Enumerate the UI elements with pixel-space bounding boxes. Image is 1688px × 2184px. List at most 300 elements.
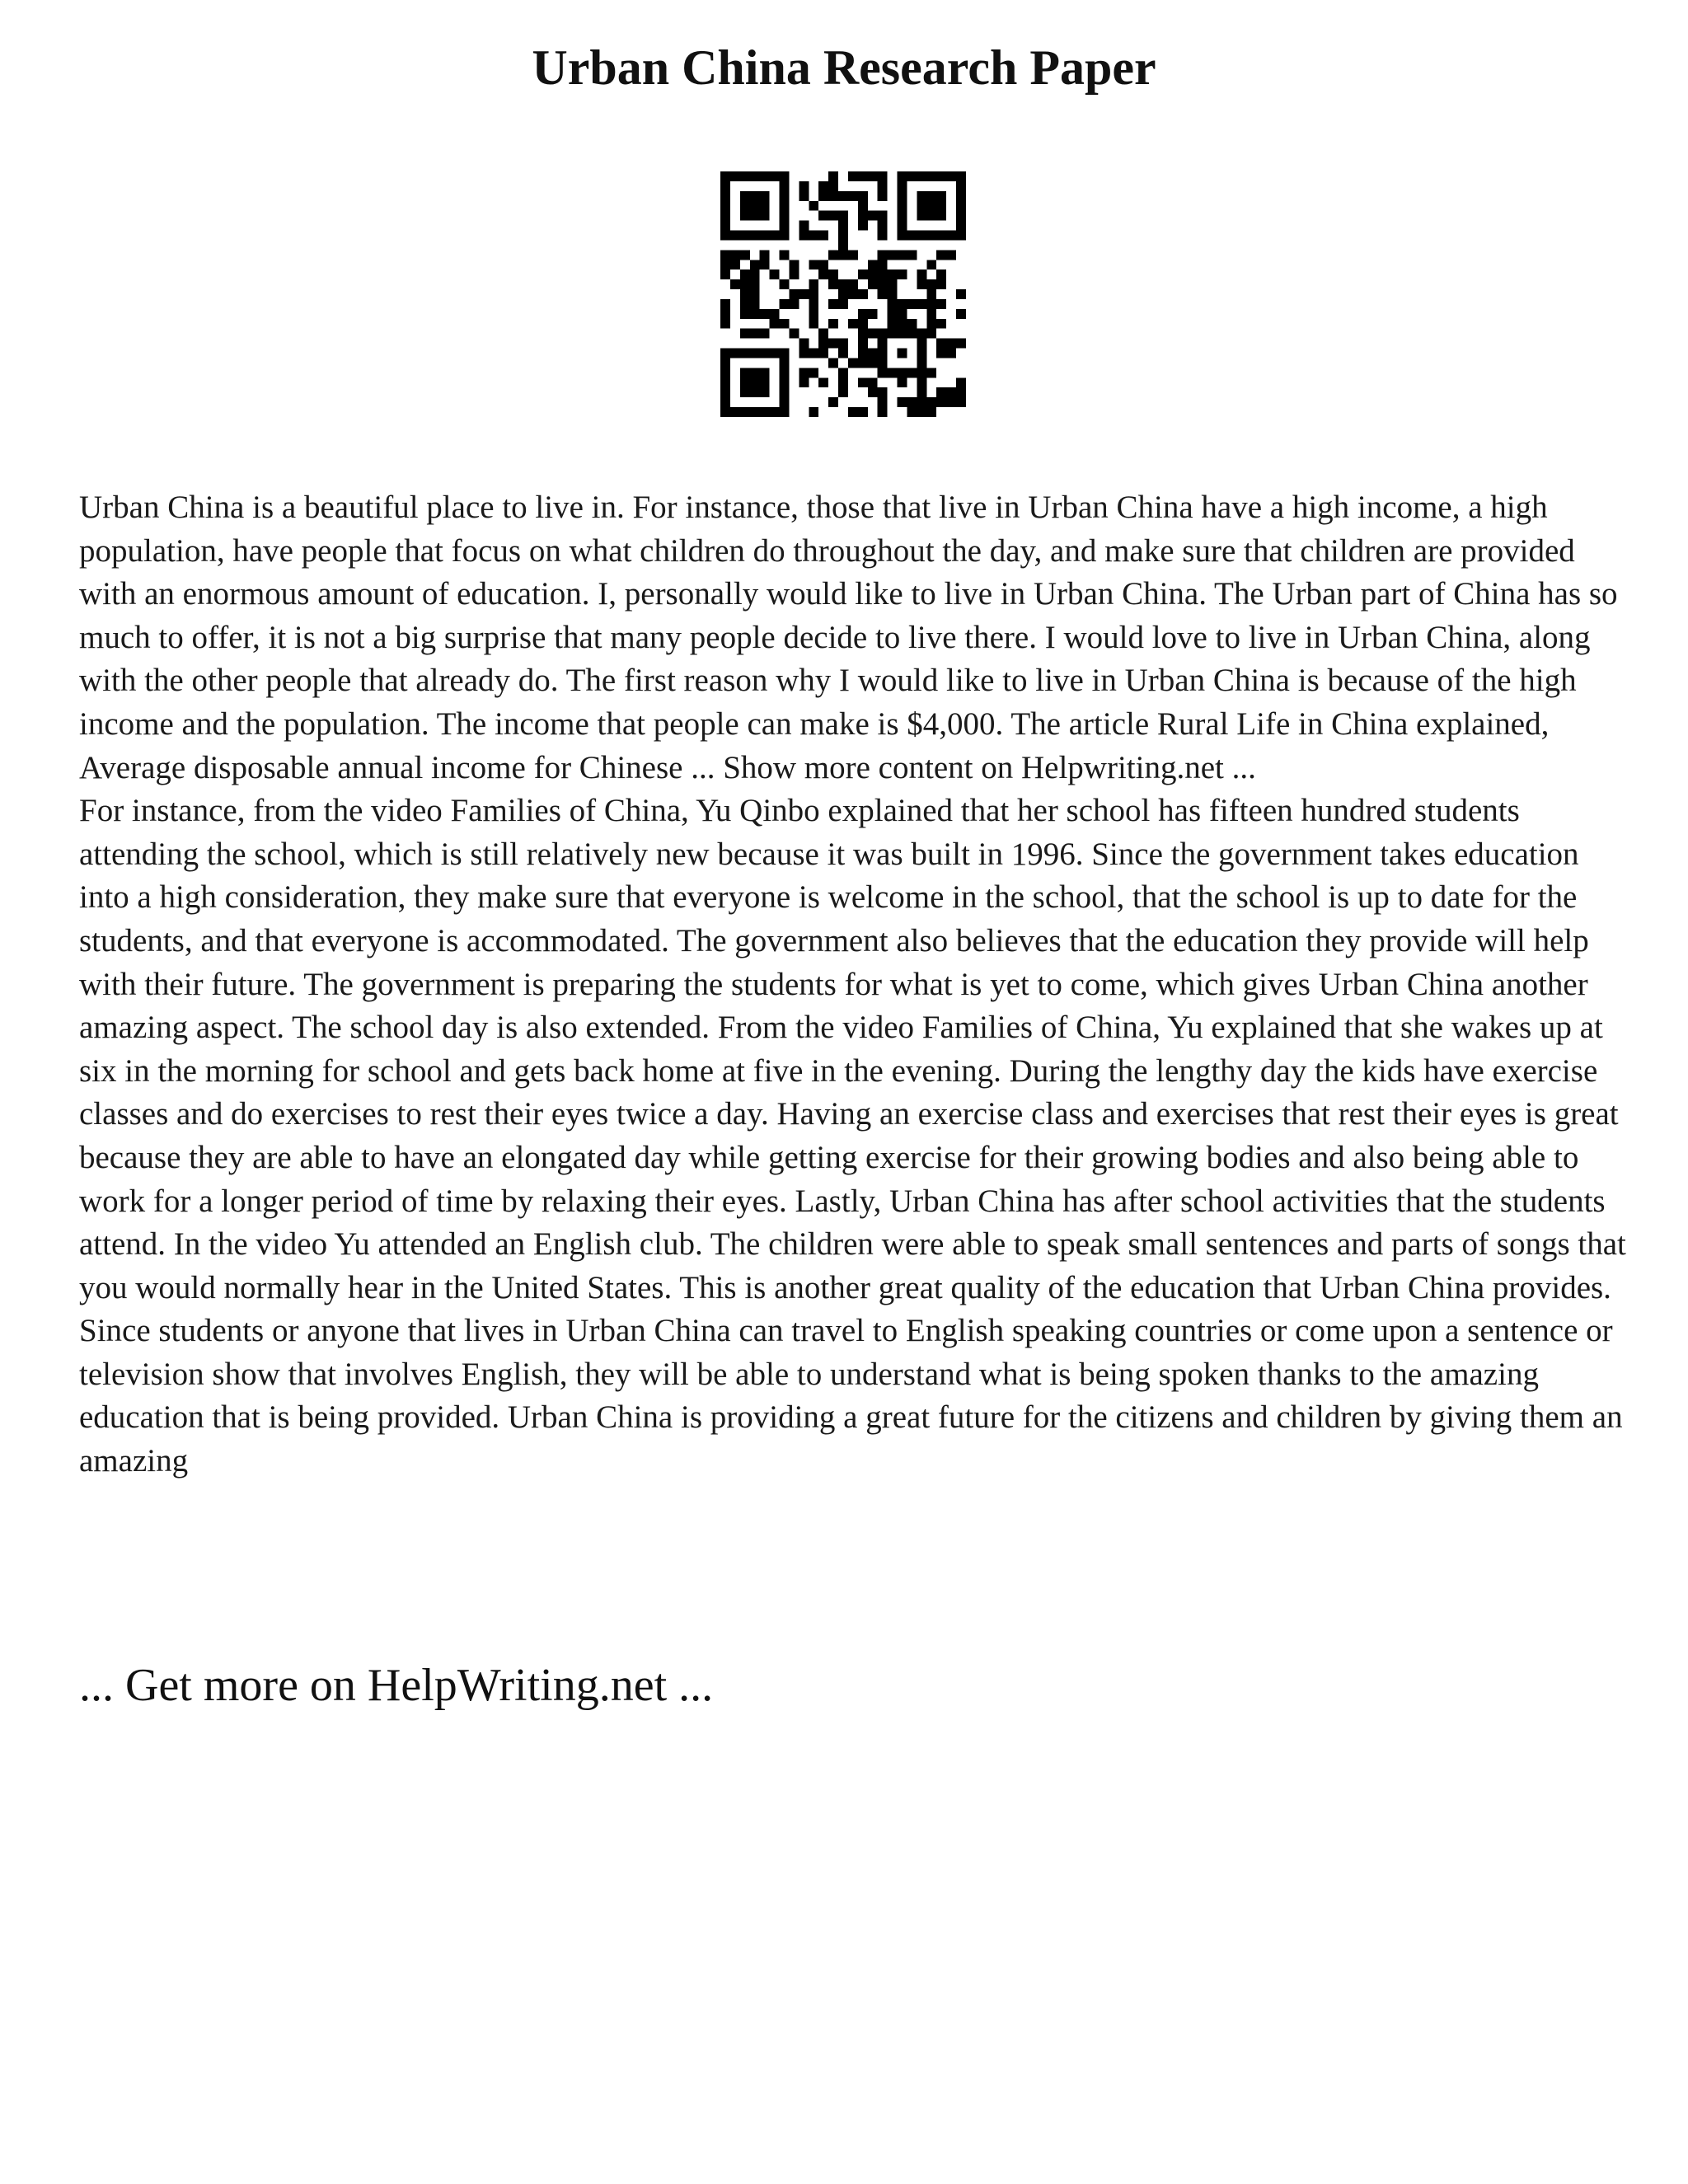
qr-module xyxy=(740,407,750,417)
qr-module xyxy=(936,269,946,279)
qr-module xyxy=(799,377,809,387)
qr-module xyxy=(809,201,818,211)
qr-module xyxy=(868,309,878,319)
qr-module xyxy=(878,221,888,231)
qr-module xyxy=(848,289,858,299)
qr-module xyxy=(936,279,946,289)
qr-module xyxy=(760,191,770,201)
qr-module xyxy=(780,171,790,181)
qr-module xyxy=(809,407,818,417)
qr-module xyxy=(770,231,780,241)
qr-module xyxy=(936,299,946,309)
qr-module xyxy=(868,260,878,269)
qr-module xyxy=(809,231,818,241)
qr-module xyxy=(720,181,730,191)
qr-module xyxy=(848,319,858,329)
qr-module xyxy=(750,211,760,221)
qr-module xyxy=(926,368,936,377)
qr-module xyxy=(878,171,888,181)
qr-module xyxy=(770,269,780,279)
qr-code-graphic xyxy=(720,171,966,417)
qr-module xyxy=(799,368,809,377)
qr-module xyxy=(770,407,780,417)
qr-module xyxy=(898,368,907,377)
qr-module xyxy=(828,171,838,181)
qr-module xyxy=(907,407,917,417)
qr-module xyxy=(760,171,770,181)
qr-module xyxy=(760,309,770,319)
qr-module xyxy=(926,289,936,299)
qr-module xyxy=(858,309,868,319)
qr-module xyxy=(818,231,828,241)
qr-module xyxy=(720,309,730,319)
qr-module xyxy=(799,231,809,241)
qr-module xyxy=(770,319,780,329)
qr-module xyxy=(858,349,868,359)
qr-module xyxy=(750,368,760,377)
qr-module xyxy=(917,299,926,309)
qr-module xyxy=(917,407,926,417)
qr-module xyxy=(789,329,799,339)
qr-module xyxy=(799,221,809,231)
qr-module xyxy=(917,191,926,201)
qr-module xyxy=(828,181,838,191)
qr-module xyxy=(750,309,760,319)
qr-module xyxy=(780,250,790,260)
qr-module xyxy=(926,309,936,319)
qr-module xyxy=(917,211,926,221)
qr-module xyxy=(740,329,750,339)
qr-module xyxy=(936,231,946,241)
qr-module xyxy=(898,171,907,181)
qr-module xyxy=(936,171,946,181)
qr-module xyxy=(907,368,917,377)
qr-module xyxy=(956,377,966,387)
qr-module xyxy=(818,269,828,279)
qr-module xyxy=(956,181,966,191)
qr-module xyxy=(956,309,966,319)
qr-module xyxy=(730,279,740,289)
qr-module xyxy=(898,299,907,309)
qr-module xyxy=(878,289,888,299)
qr-module xyxy=(740,387,750,397)
qr-module xyxy=(926,231,936,241)
qr-module xyxy=(898,250,907,260)
qr-module xyxy=(730,407,740,417)
qr-module xyxy=(946,387,956,397)
qr-module xyxy=(740,309,750,319)
qr-module xyxy=(818,211,828,221)
qr-module xyxy=(898,349,907,359)
qr-module xyxy=(898,181,907,191)
qr-module xyxy=(926,407,936,417)
qr-module xyxy=(926,397,936,407)
qr-module xyxy=(946,171,956,181)
qr-module xyxy=(848,358,858,368)
qr-module xyxy=(917,171,926,181)
qr-module xyxy=(730,171,740,181)
qr-module xyxy=(750,407,760,417)
qr-module xyxy=(858,407,868,417)
qr-module xyxy=(917,231,926,241)
qr-module xyxy=(838,240,848,250)
qr-module xyxy=(818,329,828,339)
qr-module xyxy=(799,181,809,191)
qr-module xyxy=(780,221,790,231)
qr-module xyxy=(848,191,858,201)
qr-module xyxy=(898,329,907,339)
qr-module xyxy=(878,269,888,279)
qr-module xyxy=(789,289,799,299)
qr-module xyxy=(868,387,878,397)
qr-module xyxy=(720,299,730,309)
qr-module xyxy=(878,329,888,339)
qr-module xyxy=(740,368,750,377)
qr-module xyxy=(917,201,926,211)
qr-module xyxy=(750,171,760,181)
qr-module xyxy=(917,397,926,407)
qr-module xyxy=(740,250,750,260)
qr-module xyxy=(878,231,888,241)
qr-module xyxy=(780,201,790,211)
qr-module xyxy=(720,231,730,241)
qr-module xyxy=(858,191,868,201)
qr-module xyxy=(740,349,750,359)
qr-module xyxy=(740,201,750,211)
qr-module xyxy=(730,349,740,359)
qr-module xyxy=(780,397,790,407)
qr-module xyxy=(750,260,760,269)
qr-module xyxy=(720,191,730,201)
qr-module xyxy=(760,407,770,417)
qr-module xyxy=(809,349,818,359)
qr-module xyxy=(809,368,818,377)
qr-module xyxy=(956,231,966,241)
qr-module xyxy=(720,260,730,269)
qr-module xyxy=(780,358,790,368)
qr-module xyxy=(809,319,818,329)
qr-module xyxy=(888,299,898,309)
qr-module xyxy=(926,201,936,211)
qr-module xyxy=(907,397,917,407)
qr-module xyxy=(888,329,898,339)
qr-module xyxy=(956,397,966,407)
qr-module xyxy=(780,231,790,241)
qr-module xyxy=(780,319,790,329)
paragraph: Urban China is a beautiful place to live in. For instance, those that live in Urban China have a high income, a high population, have people that focus on what children do throughout the day, and make sure that children are provided with an enormous amount of education. I, personally would like to live in Urban China. The Urban part of China has so much to offer, it is not a big surprise that many people decide to live there. I would love to live in Urban China, along with the other people that already do. The first reason why I would like to live in Urban China is because of the high income and the population. The income that people can make is $4,000. The article Rural Life in China explained, Average disposable annual income for Chinese ... Show more content on Helpwriting.net ... xyxy=(79,490,1618,785)
qr-module xyxy=(956,289,966,299)
qr-module xyxy=(936,387,946,397)
qr-module xyxy=(799,339,809,349)
qr-module xyxy=(868,211,878,221)
qr-module xyxy=(907,171,917,181)
qr-module xyxy=(878,191,888,201)
qr-module xyxy=(750,231,760,241)
qr-module xyxy=(878,339,888,349)
qr-module xyxy=(858,269,868,279)
qr-module xyxy=(907,329,917,339)
qr-module xyxy=(858,319,868,329)
qr-module xyxy=(720,397,730,407)
qr-module xyxy=(868,279,878,289)
qr-module xyxy=(809,309,818,319)
qr-module xyxy=(838,377,848,387)
qr-module xyxy=(740,269,750,279)
qr-module xyxy=(780,191,790,201)
qr-module xyxy=(720,349,730,359)
qr-module xyxy=(828,191,838,201)
qr-module xyxy=(878,279,888,289)
qr-module xyxy=(888,319,898,329)
qr-module xyxy=(956,201,966,211)
qr-module xyxy=(868,269,878,279)
qr-module xyxy=(936,211,946,221)
qr-module xyxy=(888,269,898,279)
qr-module xyxy=(868,358,878,368)
qr-module xyxy=(936,349,946,359)
qr-module xyxy=(789,269,799,279)
qr-module xyxy=(720,211,730,221)
get-more-link[interactable]: ... Get more on HelpWriting.net ... xyxy=(79,1660,714,1711)
qr-module xyxy=(750,377,760,387)
qr-module xyxy=(740,171,750,181)
qr-module xyxy=(760,250,770,260)
qr-module xyxy=(868,171,878,181)
qr-module xyxy=(720,368,730,377)
qr-module xyxy=(907,299,917,309)
qr-module xyxy=(838,211,848,221)
qr-module xyxy=(760,231,770,241)
qr-module xyxy=(878,387,888,397)
qr-module xyxy=(848,407,858,417)
qr-module xyxy=(838,339,848,349)
qr-module xyxy=(926,319,936,329)
qr-module xyxy=(858,289,868,299)
qr-module xyxy=(799,191,809,201)
qr-module xyxy=(936,191,946,201)
qr-module xyxy=(720,377,730,387)
qr-module xyxy=(750,191,760,201)
qr-module xyxy=(907,250,917,260)
qr-module xyxy=(750,201,760,211)
qr-module xyxy=(780,299,790,309)
qr-module xyxy=(720,221,730,231)
qr-module xyxy=(740,377,750,387)
qr-module xyxy=(926,171,936,181)
qr-module xyxy=(818,260,828,269)
qr-module xyxy=(838,231,848,241)
qr-module xyxy=(848,250,858,260)
qr-module xyxy=(868,377,878,387)
qr-module xyxy=(858,221,868,231)
qr-module xyxy=(946,231,956,241)
qr-module xyxy=(828,279,838,289)
qr-module xyxy=(936,339,946,349)
qr-module xyxy=(858,339,868,349)
qr-module xyxy=(898,191,907,201)
qr-module xyxy=(878,181,888,191)
qr-module xyxy=(770,349,780,359)
qr-module xyxy=(888,250,898,260)
qr-module xyxy=(926,299,936,309)
qr-module xyxy=(956,171,966,181)
qr-module xyxy=(740,191,750,201)
qr-module xyxy=(789,299,799,309)
qr-module xyxy=(809,289,818,299)
qr-module xyxy=(888,368,898,377)
qr-module xyxy=(926,329,936,339)
qr-module xyxy=(907,319,917,329)
qr-module xyxy=(828,250,838,260)
qr-module xyxy=(799,289,809,299)
qr-module xyxy=(760,368,770,377)
qr-module xyxy=(730,260,740,269)
qr-module xyxy=(858,358,868,368)
paragraph: For instance, from the video Families of China, Yu Qinbo explained that her school has fifteen hundred students attending the school, which is still relatively new because it was built in 1996. Since the government takes education into a high consideration, they make sure that everyone is welcome in the school, that the school is up to date for the students, and that everyone is accommodated. The government also believes that the education they provide will help with their future. The government is preparing the students for what is yet to come, which gives Urban China another amazing aspect. The school day is also extended. From the video Families of China, Yu explained that she wakes up at six in the morning for school and gets back home at five in the evening. During the lengthy day the kids have exercise classes and do exercises to rest their eyes twice a day. Having an exercise class and exercises that rest their eyes is great because they are able to have an elongated day while getting exercise for their growing bodies and also being able to work for a longer period of time by relaxing their eyes. Lastly, Urban China has after school activities that the students attend. In the video Yu attended an English club. The children were able to speak small sentences and parts of songs that you would normally hear in the United States. This is another great quality of the education that Urban China provides. Since students or anyone that lives in Urban China can travel to English speaking countries or come upon a sentence or television show that involves English, they will be able to understand what is being spoken thanks to the amazing education that is being provided. Urban China is providing a great future for the citizens and children by giving them an amazing xyxy=(79,793,1626,1479)
qr-module xyxy=(720,269,730,279)
qr-module xyxy=(956,221,966,231)
qr-module xyxy=(956,339,966,349)
qr-module xyxy=(720,358,730,368)
qr-module xyxy=(720,407,730,417)
qr-module xyxy=(898,319,907,329)
qr-module xyxy=(780,387,790,397)
qr-module xyxy=(750,329,760,339)
qr-module xyxy=(917,269,926,279)
qr-module xyxy=(809,260,818,269)
qr-module xyxy=(888,289,898,299)
qr-code-icon[interactable] xyxy=(720,171,966,417)
qr-module xyxy=(828,339,838,349)
qr-module xyxy=(750,289,760,299)
qr-module xyxy=(858,211,868,221)
qr-module xyxy=(917,358,926,368)
qr-module xyxy=(936,397,946,407)
qr-module xyxy=(898,269,907,279)
qr-module xyxy=(750,349,760,359)
qr-module xyxy=(878,397,888,407)
qr-module xyxy=(838,387,848,397)
qr-module xyxy=(760,211,770,221)
qr-module xyxy=(770,171,780,181)
qr-module xyxy=(750,299,760,309)
qr-module xyxy=(809,279,818,289)
qr-module xyxy=(917,387,926,397)
qr-module xyxy=(720,319,730,329)
qr-module xyxy=(907,231,917,241)
qr-module xyxy=(926,211,936,221)
qr-module xyxy=(818,339,828,349)
qr-module xyxy=(917,329,926,339)
qr-module xyxy=(740,211,750,221)
qr-module xyxy=(888,309,898,319)
qr-module xyxy=(858,329,868,339)
qr-module xyxy=(956,387,966,397)
qr-module xyxy=(936,201,946,211)
qr-module xyxy=(828,358,838,368)
qr-module xyxy=(946,349,956,359)
qr-module xyxy=(740,299,750,309)
qr-module xyxy=(720,250,730,260)
qr-module xyxy=(809,299,818,309)
qr-module xyxy=(760,329,770,339)
qr-module xyxy=(780,407,790,417)
qr-module xyxy=(838,250,848,260)
qr-module xyxy=(760,349,770,359)
qr-module xyxy=(878,358,888,368)
qr-module xyxy=(858,171,868,181)
qr-module xyxy=(926,279,936,289)
qr-module xyxy=(858,201,868,211)
qr-module xyxy=(760,377,770,387)
qr-module xyxy=(878,211,888,221)
qr-module xyxy=(946,397,956,407)
qr-module xyxy=(848,279,858,289)
qr-module xyxy=(898,309,907,319)
qr-module xyxy=(868,329,878,339)
qr-module xyxy=(828,211,838,221)
qr-module xyxy=(730,231,740,241)
qr-module xyxy=(898,377,907,387)
qr-module xyxy=(868,349,878,359)
qr-module xyxy=(917,279,926,289)
qr-module xyxy=(720,171,730,181)
qr-module xyxy=(936,250,946,260)
page-title: Urban China Research Paper xyxy=(532,40,1156,95)
qr-module xyxy=(780,377,790,387)
qr-module xyxy=(838,368,848,377)
qr-module xyxy=(818,377,828,387)
qr-module xyxy=(780,181,790,191)
qr-module xyxy=(838,221,848,231)
qr-module xyxy=(828,319,838,329)
qr-module xyxy=(878,250,888,260)
qr-module xyxy=(898,221,907,231)
qr-module xyxy=(848,171,858,181)
qr-module xyxy=(946,250,956,260)
qr-module xyxy=(760,260,770,269)
qr-module xyxy=(818,191,828,201)
qr-module xyxy=(740,279,750,289)
qr-module xyxy=(858,377,868,387)
qr-module xyxy=(760,387,770,397)
qr-module xyxy=(838,279,848,289)
qr-module xyxy=(838,349,848,359)
qr-module xyxy=(740,231,750,241)
qr-module xyxy=(917,377,926,387)
qr-module xyxy=(828,299,838,309)
qr-module xyxy=(956,191,966,201)
qr-module xyxy=(730,250,740,260)
qr-module xyxy=(917,349,926,359)
qr-module xyxy=(878,260,888,269)
qr-module xyxy=(898,211,907,221)
qr-module xyxy=(838,289,848,299)
qr-module xyxy=(750,269,760,279)
qr-module xyxy=(750,279,760,289)
qr-module xyxy=(770,309,780,319)
qr-module xyxy=(780,368,790,377)
qr-module xyxy=(720,387,730,397)
qr-module xyxy=(917,339,926,349)
qr-module xyxy=(898,397,907,407)
qr-module xyxy=(888,279,898,289)
qr-module xyxy=(898,231,907,241)
qr-module xyxy=(720,201,730,211)
qr-module xyxy=(956,211,966,221)
qr-module xyxy=(780,279,790,289)
article-body xyxy=(79,486,1629,1483)
